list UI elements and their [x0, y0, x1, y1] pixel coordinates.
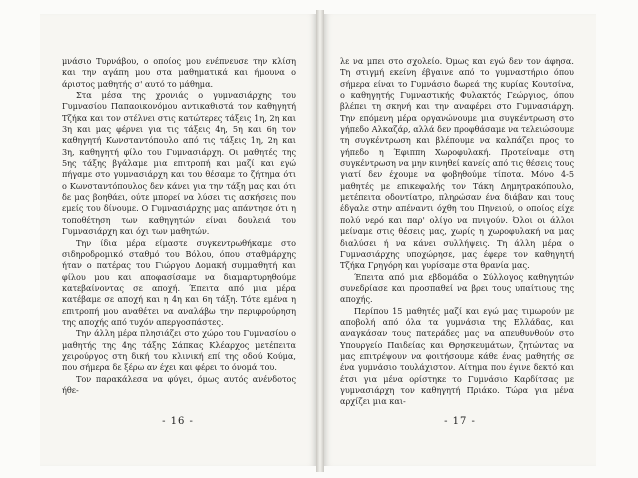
left-paragraph-1: μνάσιο Τυρνάβου, ο οποίος μου ενέπνευσε την κλίση και την αγάπη μου στα μαθηματικά και ήμουνα ο άριστος μαθητής σ' αυτό το μάθημα. — [62, 56, 296, 89]
left-page-number: - 16 - — [162, 416, 194, 427]
left-paragraph-2: Στα μέσα της χρονιάς ο γυμνασιάρχης του Γυμνασίου Παπαοικονόμου αντικαθιστά τον καθηγητή Τζήκα και τον στέλνει στις κατώτερες τάξεις 1η, 2η και 3η και μας φέρνει για τις τάξεις 4η, 5η και 6η τον καθηγητή Κωνσταντόπουλο από τις τάξεις 1η, 2η και 3η, καθηγητή φίλο του Γυμνασιάρχη. Οι μαθητές της 5ης τάξης βγάλαμε μια επιτροπή και μαζί και εγώ πήγαμε στο γυμνασιάρχη και του θέσαμε το ζήτημα ότι ο Κωνσταντόπουλος δεν κάνει για την τάξη μας και ότι δε μας βοηθάει, ούτε μπορεί να λύσει τις ασκήσεις που εμείς του δίνουμε. Ο Γυμνασιάρχης μας απάντησε ότι η τοποθέτηση των καθηγητών είναι δουλειά του Γυμνασιάρχη και όχι των μαθητών. — [62, 90, 296, 237]
left-page-text — [62, 56, 296, 396]
left-page — [40, 14, 316, 466]
left-paragraph-4: Την άλλη μέρα πλησιάζει στο χώρο του Γυμνασίου ο μαθητής της 4ης τάξης Σάπκας Κλέαρχος μετέπειτα χειρούργος στη δική του κλινική επί της οδού Κούμα, που σήμερα δε ξέρω αν έχει και φέρει το όνομά του. — [62, 328, 296, 373]
book-gutter — [316, 10, 324, 472]
right-paragraph-3: Περίπου 15 μαθητές μαζί και εγώ μας τιμωρούν με αποβολή από όλα τα γυμνάσια της Ελλάδας, και αναγκάσαν τους πατεράδες μας να απευθυνθούν στο Υπουργείο Παιδείας και Θρησκευμάτων, ζητώντας να μας επιτρέψουν να φοιτήσουμε κάθε ένας μαθητής σε ένα γυμνάσιο τουλάχιστον. Αίτημα που έγινε δεκτό και έτσι για μένα ορίστηκε το Γυμνάσιο Καρδίτσας με γυμνασιάρχη τον καθηγητή Πριάκο. Τώρα για μένα αρχίζει μια και- — [340, 305, 574, 407]
left-paragraph-3: Την ίδια μέρα είμαστε συγκεντρωθήκαμε στο σιδηροδρομικό σταθμό του Βόλου, όπου σταθμάρχης ήταν ο πατέρας του Γιώργου Δομακή συμμαθητή και φίλου μου και αποφασίσαμε να διαμαρτυρηθούμε κατεβαίνοντας σε αποχή. Έπειτα από μια μέρα κατέβαμε σε αποχή και η 4η και 6η τάξη. Τότε εμένα η επιτροπή μου αναθέτει να αναλάβω την περιφρούρηση της αποχής από τυχόν απεργοσπάστες. — [62, 237, 296, 327]
right-page-number: - 17 - — [444, 416, 476, 427]
right-page-text — [340, 56, 574, 408]
right-paragraph-1: λε να μπει στο σχολείο. Όμως και εγώ δεν τον άφησα. Τη στιγμή εκείνη έβγαινε από το γυμναστήριο όπου σήμερα είναι το Γυμνάσιο δωρεά της κυρίας Κουτσίνα, ο καθηγητής Γυμναστικής Φυλακτός Γεώργιος, όπου βλέπει τη σκηνή και την αναφέρει στο Γυμνασιάρχη. Την επόμενη μέρα οργανώνουμε μια συγκέντρωση στο γήπεδο Αλκαζάρ, αλλά δεν προφθάσαμε να τελειώσουμε τη συγκέντρωση και βλέπουμε να καλπάζει προς το γήπεδο η Έφιππη Χωροφυλακή. Προτείναμε στη συγκέντρωση να μην κινηθεί κανείς από τις θέσεις τους γιατί δεν έχουμε να φοβηθούμε τίποτα. Μόνο 4-5 μαθητές με επικεφαλής τον Τάκη Δημητρακόπουλο, μετέπειτα οδοντίατρο, πληρώσαν ένα διάβαν και τους έδγαλε στην απέναντι όχθη του Πηνειού, ο οποίος είχε πολύ νερό και παρ' ολίγο να πνιγούν. Όλοι οι άλλοι μείναμε στις θέσεις μας, χωρίς η χωροφυλακή να μας διαλύσει ή να κάνει συλλήψεις. Τη άλλη μέρα ο Γυμνασιάρχης υποχώρησε, μας έφερε τον καθηγητή Τζήκα Γρηγόρη και γυρίσαμε στα θρανία μας. — [340, 56, 574, 271]
right-paragraph-2: Έπειτα από μια εβδομάδα ο Σύλλογος καθηγητών συνεδρίασε και προσπαθεί να βρει τους υπαίτιους της αποχής. — [340, 271, 574, 305]
left-paragraph-5: Τον παρακάλεσα να φύγει, όμως αυτός ανένδοτος ήθε- — [62, 373, 296, 395]
right-page — [324, 14, 596, 466]
